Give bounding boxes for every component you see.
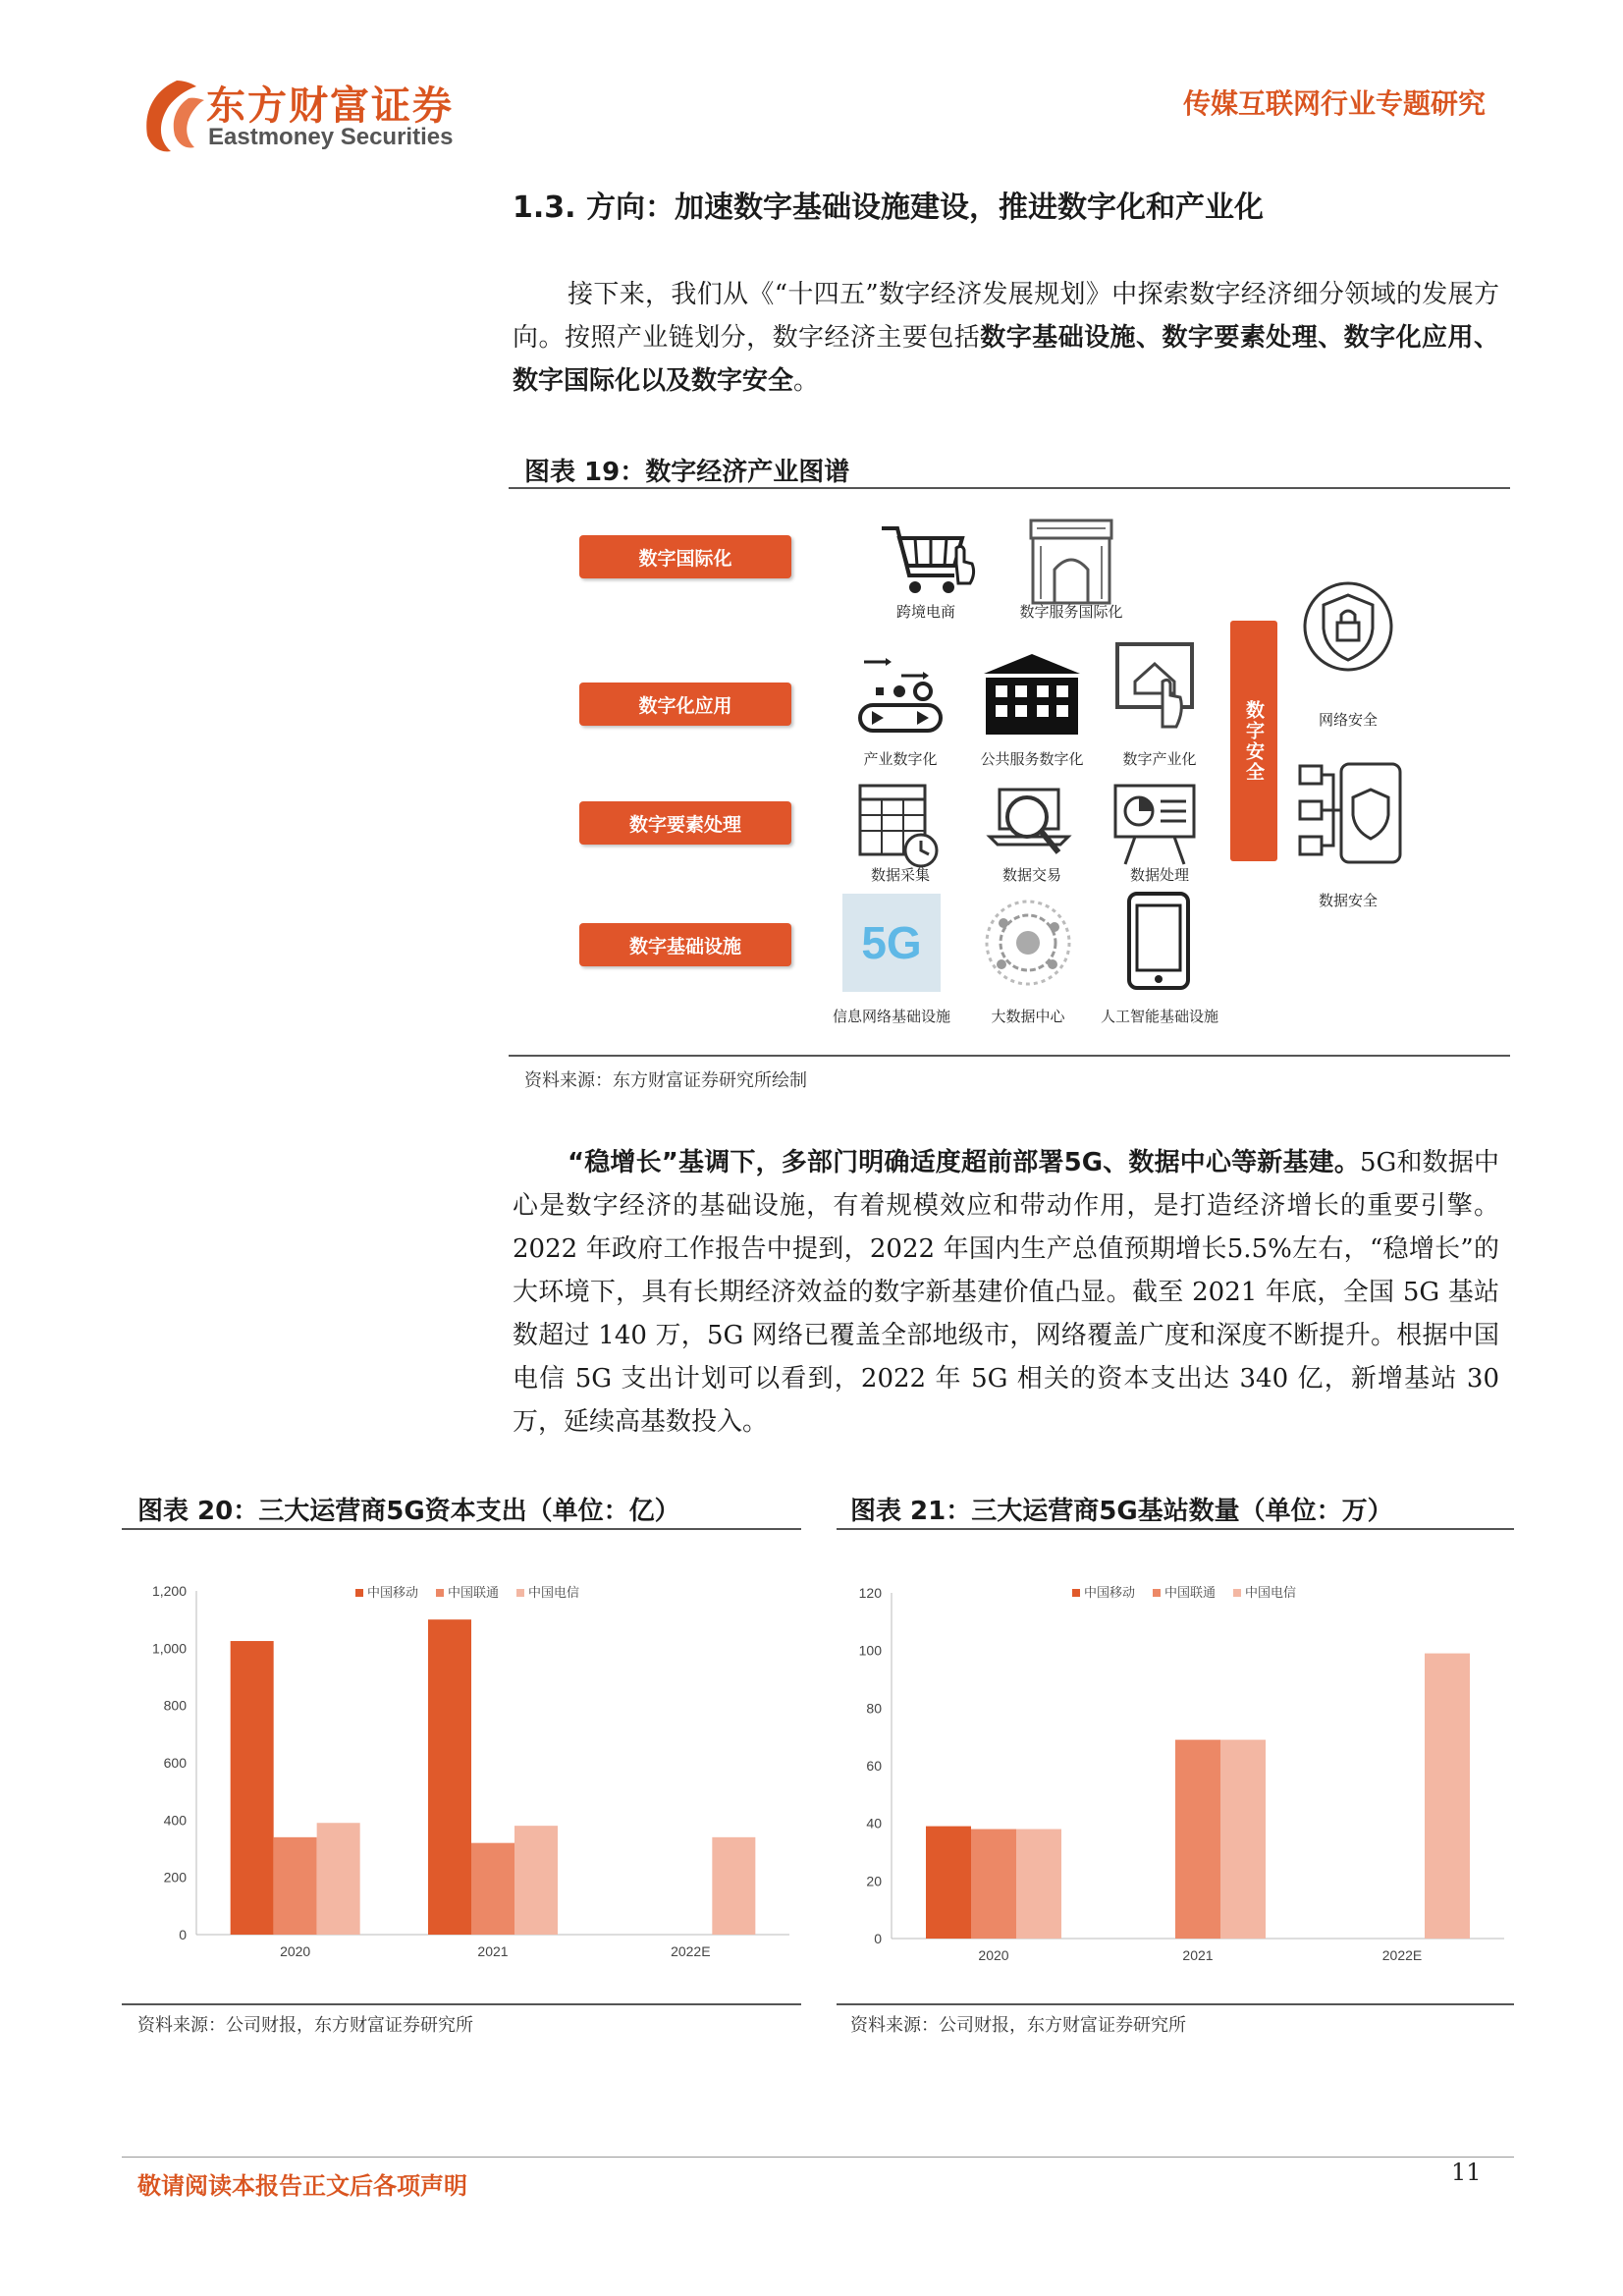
legend-label: 中国电信 bbox=[528, 1585, 580, 1600]
phone-shield-icon bbox=[1292, 760, 1410, 868]
y-tick-label: 20 bbox=[866, 1873, 882, 1889]
category-data-processing: 数字要素处理 bbox=[579, 801, 791, 845]
presentation-chart-icon bbox=[1106, 776, 1214, 874]
item-label-big-data-center: 大数据中心 bbox=[991, 1008, 1065, 1025]
item-label-network-security: 网络安全 bbox=[1318, 711, 1378, 729]
x-tick-label: 2020 bbox=[978, 1947, 1009, 1963]
y-tick-label: 600 bbox=[163, 1755, 187, 1771]
arch-building-icon bbox=[1017, 513, 1125, 611]
y-tick-label: 200 bbox=[163, 1869, 187, 1886]
bar-2020-0 bbox=[231, 1641, 274, 1935]
footer-rule bbox=[122, 2157, 1514, 2158]
item-label-info-network: 信息网络基础设施 bbox=[832, 1008, 950, 1025]
category-digital-internationalization: 数字国际化 bbox=[579, 535, 791, 578]
bar-2021-1 bbox=[1175, 1740, 1220, 1939]
bar-2021-2 bbox=[514, 1826, 558, 1935]
paragraph-2-bold: “稳增长”基调下，多部门明确适度超前部署5G、数据中心等新基建。 bbox=[568, 1148, 1360, 1177]
5g-icon bbox=[842, 894, 941, 992]
cloud-network-icon bbox=[974, 894, 1082, 992]
bar-2020-2 bbox=[1016, 1830, 1061, 1939]
bar-2021-1 bbox=[471, 1843, 514, 1935]
paragraph-2 bbox=[513, 1141, 1499, 1444]
item-label-public-service-digital: 公共服务数字化 bbox=[980, 750, 1084, 768]
legend-swatch bbox=[436, 1589, 444, 1597]
legend-swatch bbox=[516, 1589, 524, 1597]
y-tick-label: 1,000 bbox=[151, 1640, 187, 1657]
figure-19-top-rule bbox=[509, 487, 1510, 489]
x-tick-label: 2021 bbox=[1182, 1947, 1214, 1963]
y-tick-label: 0 bbox=[874, 1931, 882, 1946]
legend-swatch bbox=[1072, 1589, 1080, 1597]
item-label-industry-digitalization: 产业数字化 bbox=[863, 750, 938, 768]
bar-2020-1 bbox=[274, 1837, 317, 1935]
figure-21-title: 图表 21：三大运营商5G基站数量（单位：万） bbox=[850, 1497, 1393, 1526]
x-tick-label: 2021 bbox=[477, 1943, 509, 1959]
figure-20-bottom-rule bbox=[122, 2003, 801, 2005]
security-bar-label: 数字安全 bbox=[1243, 699, 1265, 783]
x-tick-label: 2022E bbox=[671, 1943, 711, 1959]
item-label-cross-border-ecommerce: 跨境电商 bbox=[895, 603, 955, 621]
public-building-icon bbox=[978, 648, 1086, 746]
bar-2020-1 bbox=[971, 1830, 1016, 1939]
y-tick-label: 80 bbox=[866, 1700, 882, 1717]
smartphone-icon bbox=[1106, 892, 1214, 990]
bar-2022E-2 bbox=[712, 1837, 755, 1935]
legend-label: 中国联通 bbox=[1164, 1585, 1217, 1600]
legend-label: 中国电信 bbox=[1245, 1585, 1297, 1600]
paragraph-1-text: 接下来，我们从《“十四五”数字经济发展规划》中探索数字经济细分领域的发展方向。按照产业链划分，数字经济主要包括 bbox=[513, 280, 1499, 353]
category-digital-infrastructure: 数字基础设施 bbox=[579, 923, 791, 966]
y-tick-label: 40 bbox=[866, 1815, 882, 1831]
y-tick-label: 800 bbox=[163, 1697, 187, 1714]
figure-20-title: 图表 20：三大运营商5G资本支出（单位：亿） bbox=[137, 1497, 680, 1526]
logo-text-cn: 东方财富证券 bbox=[206, 83, 454, 129]
bar-2022E-2 bbox=[1425, 1654, 1470, 1939]
x-tick-label: 2020 bbox=[280, 1943, 311, 1959]
item-label-ai-infrastructure: 人工智能基础设施 bbox=[1100, 1008, 1218, 1025]
industry-flow-icon bbox=[846, 648, 954, 746]
bar-2020-2 bbox=[317, 1823, 360, 1935]
figure-19-bottom-rule bbox=[509, 1055, 1510, 1057]
figure-21-source: 资料来源：公司财报，东方财富证券研究所 bbox=[850, 2015, 1186, 2036]
y-tick-label: 120 bbox=[858, 1585, 882, 1601]
legend-label: 中国移动 bbox=[367, 1585, 419, 1600]
y-tick-label: 400 bbox=[163, 1812, 187, 1829]
figure-20-top-rule bbox=[122, 1528, 801, 1530]
figure-19-title: 图表 19：数字经济产业图谱 bbox=[524, 458, 850, 487]
figure-21-bottom-rule bbox=[837, 2003, 1514, 2005]
y-tick-label: 0 bbox=[179, 1927, 187, 1942]
legend-swatch bbox=[355, 1589, 363, 1597]
5g-icon-text: 5G bbox=[861, 917, 922, 968]
legend-label: 中国联通 bbox=[448, 1585, 500, 1600]
figure-21-top-rule bbox=[837, 1528, 1514, 1530]
paragraph-2-text: 5G和数据中心是数字经济的基础设施，有着规模效应和带动作用，是打造经济增长的重要引擎。2022 年政府工作报告中提到，2022 年国内生产总值预期增长5.5%左右，“稳增长”的大环境下，具有长期经济效益的数字新基建价值凸显。截至 2021 年底，全国 5G 基站数超过 140 万，5G 网络已覆盖全部地级市，网络覆盖广度和深度不断提升。根据中国电信 5G 支出计划可以看到，2022 年 5G 相关的资本支出达 340 亿，新增基站 30 万，延续高基数投入。 bbox=[513, 1148, 1500, 1437]
legend-swatch bbox=[1153, 1589, 1161, 1597]
item-label-data-processing: 数据处理 bbox=[1129, 866, 1189, 884]
paragraph-1-end: 。 bbox=[793, 366, 820, 396]
item-label-data-security: 数据安全 bbox=[1318, 892, 1378, 909]
security-bar bbox=[1230, 621, 1277, 861]
y-tick-label: 1,200 bbox=[151, 1583, 187, 1599]
y-tick-label: 100 bbox=[858, 1642, 882, 1659]
legend-label: 中国移动 bbox=[1084, 1585, 1136, 1600]
page-number: 11 bbox=[1451, 2159, 1482, 2186]
bar-2021-0 bbox=[428, 1619, 471, 1935]
logo-icon bbox=[137, 77, 206, 155]
category-digital-application: 数字化应用 bbox=[579, 683, 791, 726]
figure-20-source: 资料来源：公司财报，东方财富证券研究所 bbox=[137, 2015, 473, 2036]
paragraph-1-bold: 数字基础设施、数字要素处理、数字化应用、数字国际化以及数字安全 bbox=[513, 323, 1499, 396]
y-tick-label: 60 bbox=[866, 1758, 882, 1774]
item-label-digital-industrialization: 数字产业化 bbox=[1122, 750, 1197, 768]
report-category: 传媒互联网行业专题研究 bbox=[1182, 87, 1486, 120]
item-label-data-trading: 数据交易 bbox=[1001, 866, 1061, 884]
touch-screen-icon bbox=[1106, 638, 1214, 737]
chart-5g-base-stations bbox=[837, 1561, 1514, 1974]
section-title: 1.3. 方向：加速数字基础设施建设，推进数字化和产业化 bbox=[513, 191, 1264, 225]
laptop-magnifier-icon bbox=[978, 776, 1086, 874]
bar-2021-2 bbox=[1220, 1740, 1266, 1939]
shopping-cart-icon bbox=[872, 515, 980, 613]
x-tick-label: 2022E bbox=[1381, 1947, 1423, 1963]
calendar-clock-icon bbox=[846, 776, 954, 874]
legend-swatch bbox=[1233, 1589, 1241, 1597]
logo-text-en: Eastmoney Securities bbox=[208, 124, 454, 150]
item-label-data-collection: 数据采集 bbox=[870, 866, 930, 884]
item-label-digital-service-intl: 数字服务国际化 bbox=[1019, 603, 1123, 621]
footer-disclaimer: 敬请阅读本报告正文后各项声明 bbox=[137, 2172, 467, 2200]
bar-2020-0 bbox=[926, 1827, 971, 1939]
lock-shield-icon bbox=[1294, 577, 1402, 676]
chart-5g-capex bbox=[122, 1561, 801, 1974]
figure-19-source: 资料来源：东方财富证券研究所绘制 bbox=[524, 1070, 807, 1091]
paragraph-1 bbox=[513, 273, 1499, 403]
